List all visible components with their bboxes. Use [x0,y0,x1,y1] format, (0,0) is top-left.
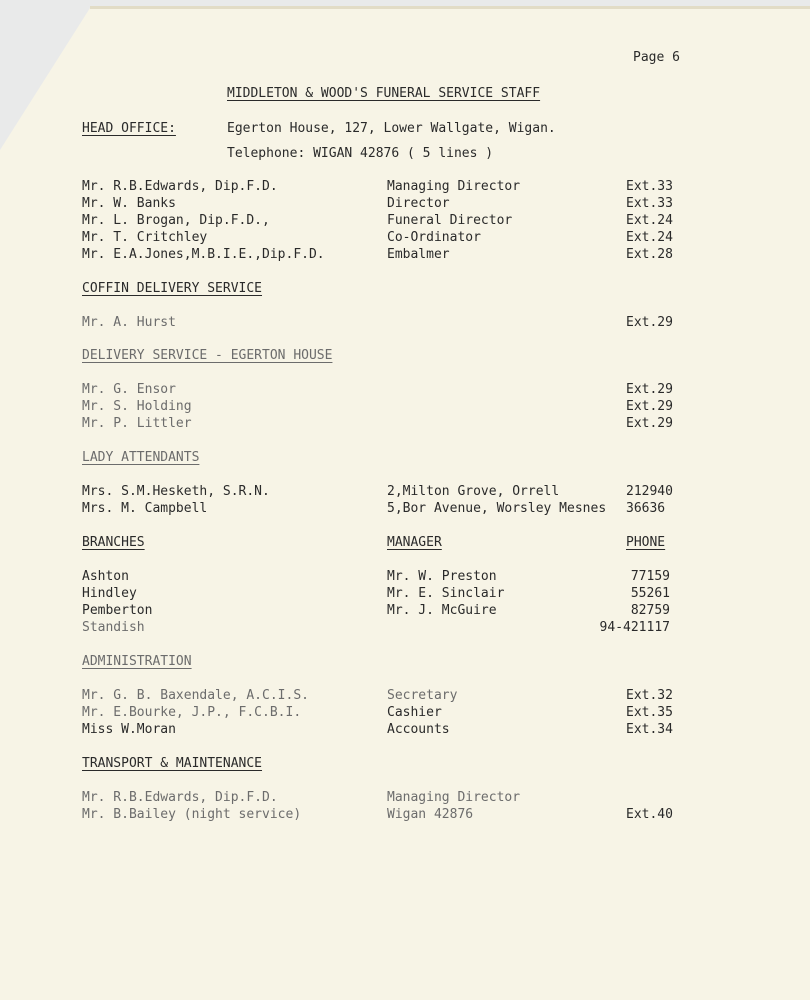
attendant-name: Mrs. S.M.Hesketh, S.R.N. [82,484,270,499]
delivery-name: Mr. P. Littler [82,416,192,431]
delivery-name: Mr. S. Holding [82,399,192,414]
coffin-delivery-name: Mr. A. Hurst [82,315,176,330]
admin-name: Mr. E.Bourke, J.P., F.C.B.I. [82,705,302,720]
paper-edge [90,6,810,9]
staff-name: Mr. E.A.Jones,M.B.I.E.,Dip.F.D. [82,247,325,262]
delivery-ext: Ext.29 [626,382,673,397]
branch-manager: Mr. W. Preston [387,569,497,584]
branches-heading: BRANCHES [82,535,145,550]
admin-role: Accounts [387,722,450,737]
branch-manager: Mr. J. McGuire [387,603,497,618]
attendant-name: Mrs. M. Campbell [82,501,208,516]
page-title: MIDDLETON & WOOD'S FUNERAL SERVICE STAFF [227,86,541,101]
delivery-ext: Ext.29 [626,399,673,414]
transport-role: Wigan 42876 [387,807,474,822]
attendant-phone: 36636 [626,501,666,516]
staff-ext: Ext.24 [626,230,673,245]
staff-name: Mr. T. Critchley [82,230,208,245]
admin-ext: Ext.32 [626,688,673,703]
head-office-address: Egerton House, 127, Lower Wallgate, Wigan. [227,121,556,136]
delivery-ext: Ext.29 [626,416,673,431]
transport-heading: TRANSPORT & MAINTENANCE [82,756,263,771]
coffin-delivery-ext: Ext.29 [626,315,673,330]
transport-role: Managing Director [387,790,521,805]
attendant-address: 5,Bor Avenue, Worsley Mesnes [387,501,607,516]
lady-attendants-heading: LADY ATTENDANTS [82,450,200,465]
delivery-service-heading: DELIVERY SERVICE - EGERTON HOUSE [82,348,333,363]
staff-ext: Ext.33 [626,179,673,194]
branch-name: Pemberton [82,603,153,618]
staff-name: Mr. W. Banks [82,196,176,211]
staff-ext: Ext.28 [626,247,673,262]
staff-role: Managing Director [387,179,521,194]
admin-role: Cashier [387,705,442,720]
attendant-phone: 212940 [626,484,673,499]
phone-heading: PHONE [626,535,666,550]
branch-phone: 55261 [630,586,670,601]
admin-ext: Ext.35 [626,705,673,720]
branch-phone: 77159 [630,569,670,584]
branch-name: Standish [82,620,145,635]
delivery-name: Mr. G. Ensor [82,382,176,397]
manager-heading: MANAGER [387,535,442,550]
staff-role: Director [387,196,450,211]
admin-name: Mr. G. B. Baxendale, A.C.I.S. [82,688,309,703]
admin-name: Miss W.Moran [82,722,176,737]
branch-manager: Mr. E. Sinclair [387,586,505,601]
branch-phone: 82759 [630,603,670,618]
branch-name: Ashton [82,569,129,584]
page-number: Page 6 [633,50,680,65]
staff-role: Co-Ordinator [387,230,481,245]
admin-ext: Ext.34 [626,722,673,737]
staff-name: Mr. R.B.Edwards, Dip.F.D. [82,179,278,194]
attendant-address: 2,Milton Grove, Orrell [387,484,560,499]
head-office-telephone: Telephone: WIGAN 42876 ( 5 lines ) [227,146,494,161]
transport-name: Mr. R.B.Edwards, Dip.F.D. [82,790,278,805]
staff-role: Embalmer [387,247,450,262]
admin-role: Secretary [387,688,458,703]
transport-ext: Ext.40 [626,807,673,822]
head-office-label: HEAD OFFICE: [82,121,176,136]
staff-name: Mr. L. Brogan, Dip.F.D., [82,213,270,228]
administration-heading: ADMINISTRATION [82,654,192,669]
staff-ext: Ext.33 [626,196,673,211]
staff-role: Funeral Director [387,213,513,228]
staff-ext: Ext.24 [626,213,673,228]
branch-phone: 94-421117 [599,620,670,635]
branch-name: Hindley [82,586,137,601]
transport-name: Mr. B.Bailey (night service) [82,807,302,822]
coffin-delivery-heading: COFFIN DELIVERY SERVICE [82,281,263,296]
